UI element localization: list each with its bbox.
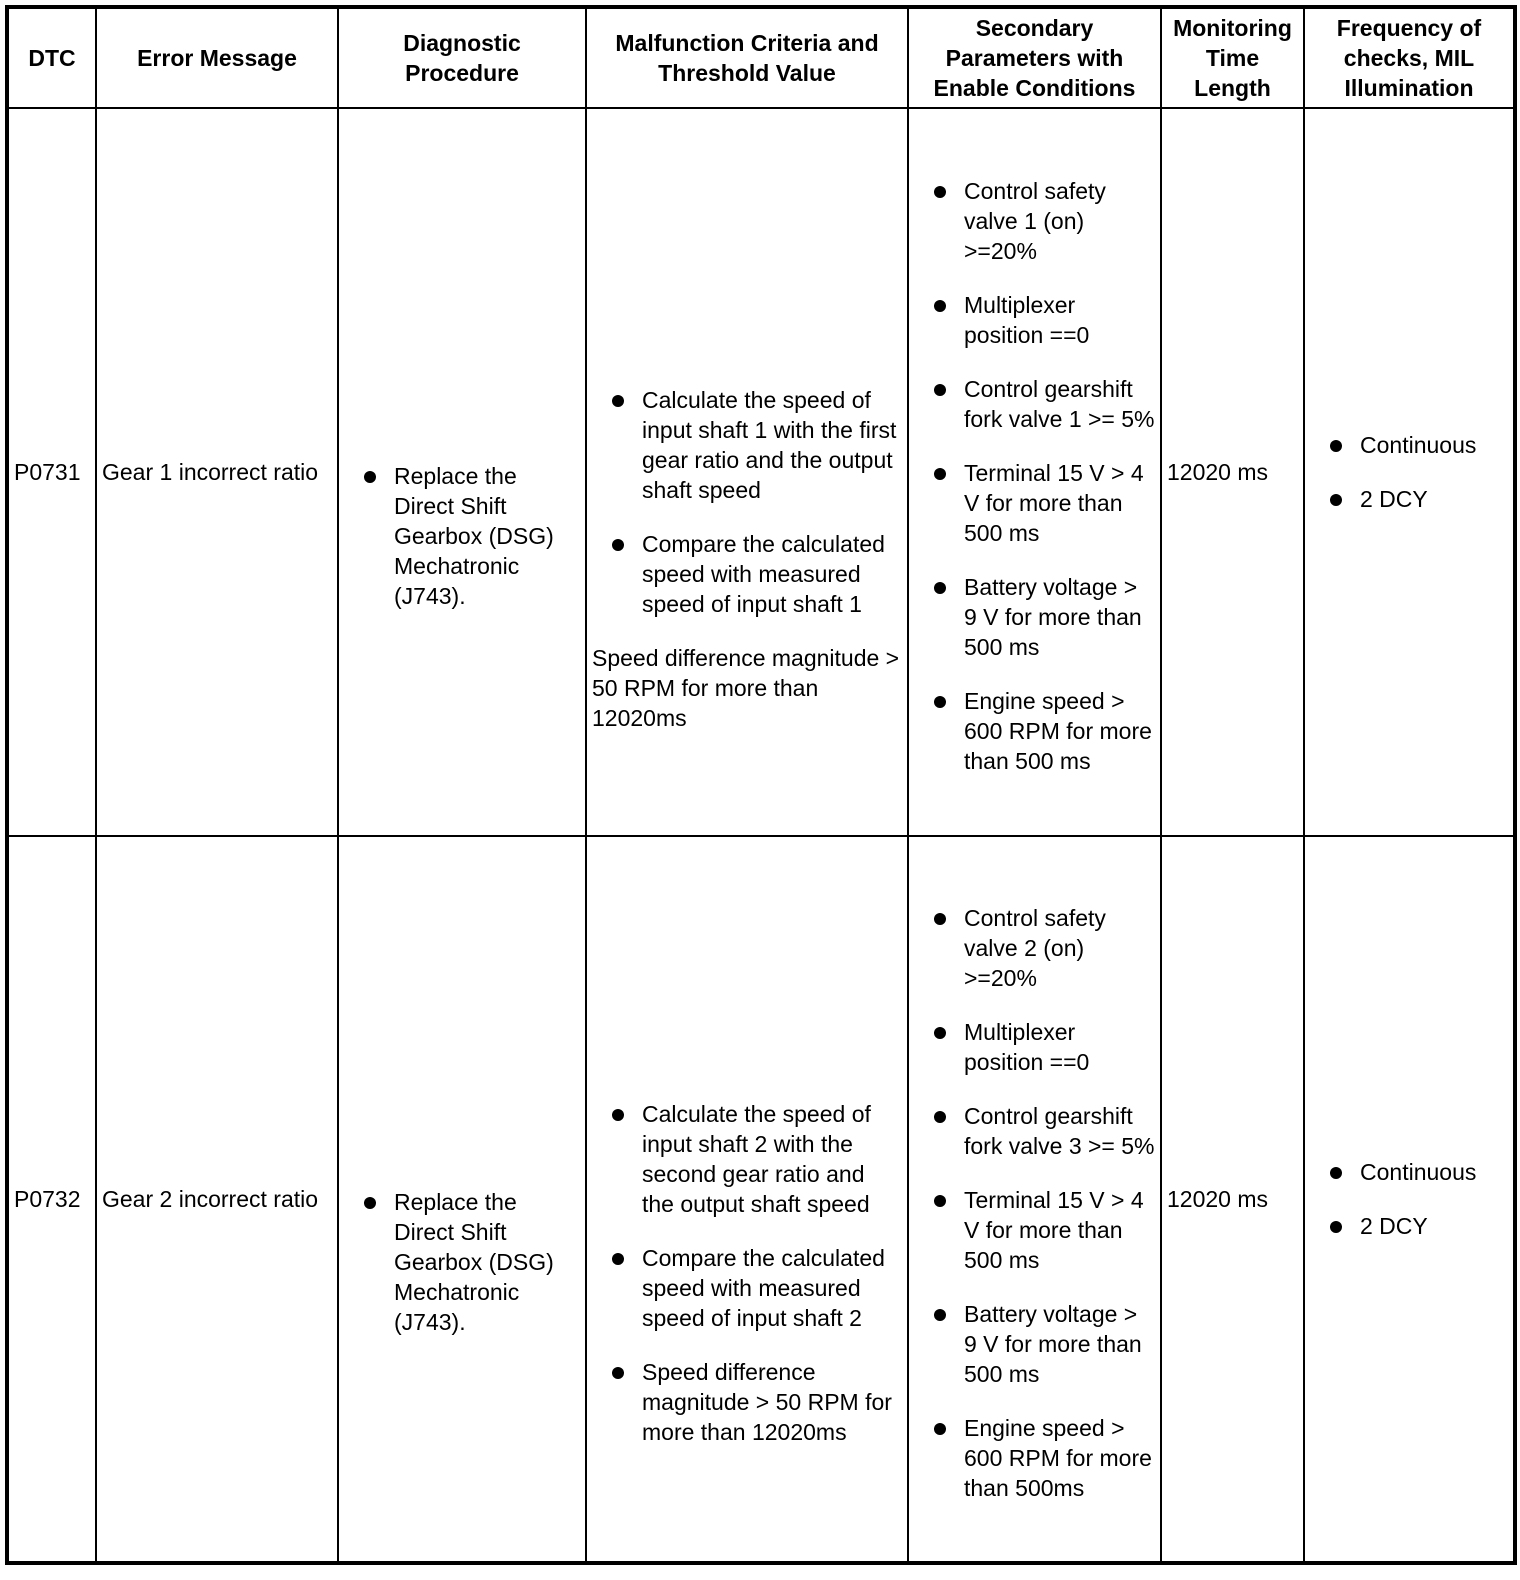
secondary-item: Control safety valve 2 (on) >=20%	[914, 903, 1155, 993]
dtc-code: P0732	[7, 836, 96, 1563]
criteria-item: Compare the calculated speed with measured speed of input shaft 1	[592, 529, 902, 619]
secondary-item: Control gearshift fork valve 3 >= 5%	[914, 1101, 1155, 1161]
malfunction-criteria	[586, 836, 908, 1563]
procedure-item: Replace the Direct Shift Gearbox (DSG) Mechatronic (J743).	[344, 461, 580, 611]
header-diagnostic-procedure: Diagnostic Procedure	[338, 7, 586, 108]
error-message: Gear 1 incorrect ratio	[96, 108, 338, 836]
malfunction-criteria	[586, 108, 908, 836]
monitoring-time: 12020 ms	[1161, 836, 1304, 1563]
secondary-item: Terminal 15 V > 4 V for more than 500 ms	[914, 1185, 1155, 1275]
header-malfunction-criteria: Malfunction Criteria and Threshold Value	[586, 7, 908, 108]
secondary-item: Control gearshift fork valve 1 >= 5%	[914, 374, 1155, 434]
frequency-of-checks	[1304, 836, 1515, 1563]
dtc-code: P0731	[7, 108, 96, 836]
frequency-item: 2 DCY	[1310, 1211, 1508, 1241]
header-error-message: Error Message	[96, 7, 338, 108]
diagnostic-procedure	[338, 836, 586, 1563]
secondary-item: Engine speed > 600 RPM for more than 500 ms	[914, 686, 1155, 776]
dtc-table	[5, 5, 1517, 1565]
secondary-item: Battery voltage > 9 V for more than 500 ms	[914, 1299, 1155, 1389]
procedure-item: Replace the Direct Shift Gearbox (DSG) Mechatronic (J743).	[344, 1187, 580, 1337]
header-dtc: DTC	[7, 7, 96, 108]
frequency-item: 2 DCY	[1310, 484, 1508, 514]
secondary-item: Multiplexer position ==0	[914, 1017, 1155, 1077]
secondary-item: Multiplexer position ==0	[914, 290, 1155, 350]
secondary-parameters	[908, 836, 1161, 1563]
header-monitoring-time: Monitoring Time Length	[1161, 7, 1304, 108]
criteria-item: Speed difference magnitude > 50 RPM for more than 12020ms	[592, 1357, 902, 1447]
secondary-item: Terminal 15 V > 4 V for more than 500 ms	[914, 458, 1155, 548]
monitoring-time: 12020 ms	[1161, 108, 1304, 836]
table-row	[7, 836, 1515, 1563]
secondary-item: Control safety valve 1 (on) >=20%	[914, 176, 1155, 266]
criteria-item: Calculate the speed of input shaft 1 with the first gear ratio and the output shaft speed	[592, 385, 902, 505]
frequency-of-checks	[1304, 108, 1515, 836]
secondary-item: Engine speed > 600 RPM for more than 500ms	[914, 1413, 1155, 1503]
header-frequency: Frequency of checks, MIL Illumination	[1304, 7, 1515, 108]
frequency-item: Continuous	[1310, 430, 1508, 460]
header-row	[7, 7, 1515, 108]
secondary-item: Battery voltage > 9 V for more than 500 ms	[914, 572, 1155, 662]
criteria-item: Calculate the speed of input shaft 2 with the second gear ratio and the output shaft speed	[592, 1099, 902, 1219]
error-message: Gear 2 incorrect ratio	[96, 836, 338, 1563]
header-secondary-parameters: Secondary Parameters with Enable Conditions	[908, 7, 1161, 108]
criteria-item: Compare the calculated speed with measured speed of input shaft 2	[592, 1243, 902, 1333]
table-row	[7, 108, 1515, 836]
criteria-note: Speed difference magnitude > 50 RPM for more than 12020ms	[592, 645, 900, 731]
frequency-item: Continuous	[1310, 1157, 1508, 1187]
diagnostic-procedure	[338, 108, 586, 836]
secondary-parameters	[908, 108, 1161, 836]
